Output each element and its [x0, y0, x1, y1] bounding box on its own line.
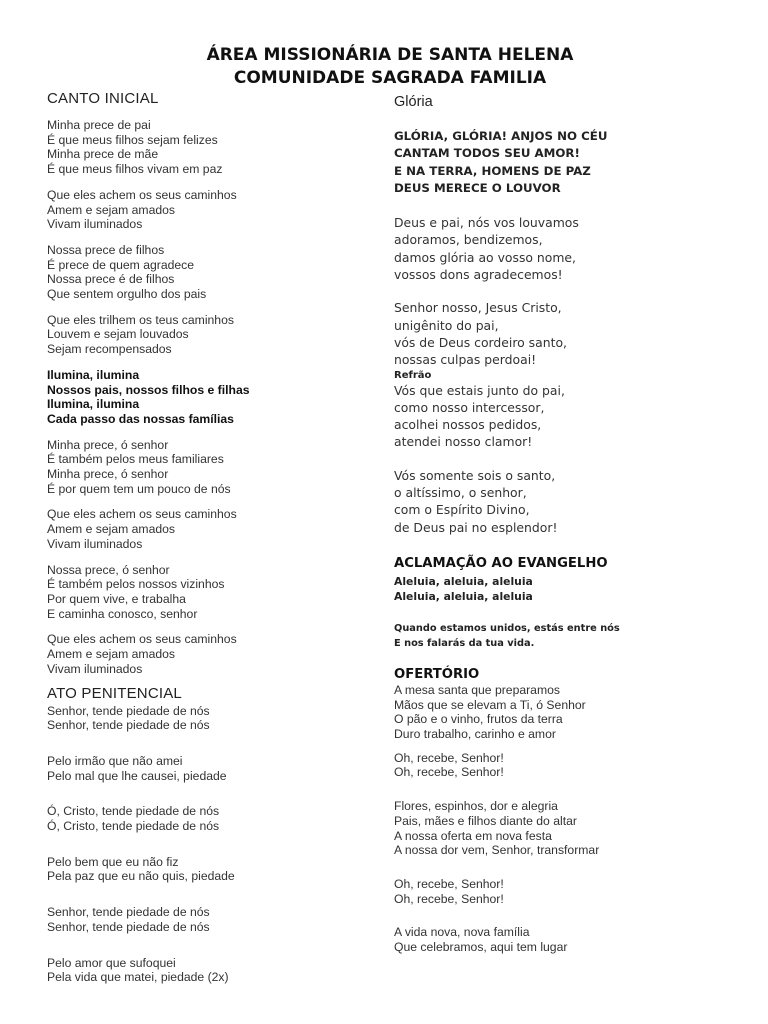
lyric-line: Minha prece de mãe	[47, 147, 159, 162]
lyric-line: Deus e pai, nós vos louvamos	[394, 215, 579, 231]
lyric-line: Flores, espinhos, dor e alegria	[394, 799, 558, 814]
refrain-line: Ilumina, ilumina	[47, 397, 140, 412]
lyric-line: nossas culpas perdoai!	[394, 352, 537, 368]
lyric-line: Amem e sejam amados	[47, 647, 176, 662]
lyric-line: damos glória ao vosso nome,	[394, 249, 576, 265]
lyric-line: Senhor nosso, Jesus Cristo,	[394, 300, 562, 316]
lyric-line: É também pelos nossos vizinhos	[47, 577, 225, 592]
lyric-line: Senhor, tende piedade de nós	[47, 703, 210, 718]
lyric-line: como nosso intercessor,	[394, 399, 545, 415]
canto-inicial-title: CANTO INICIAL	[47, 90, 159, 107]
lyric-line: É que meus filhos sejam felizes	[47, 132, 218, 147]
lyric-line: Minha prece de pai	[47, 118, 151, 132]
lyric-line: É também pelos meus familiares	[47, 452, 224, 467]
lyric-line: Oh, recebe, Senhor!	[394, 765, 504, 780]
lyric-line: adoramos, bendizemos,	[394, 232, 543, 248]
lyric-line: acolhei nossos pedidos,	[394, 417, 542, 433]
canto-stanza-2	[47, 188, 367, 232]
left-column	[47, 90, 367, 996]
lyric-line: O pão e o vinho, frutos da terra	[394, 712, 563, 727]
ofertorio-stanza-2	[394, 751, 754, 780]
lyric-line: Por quem vive, e trabalha	[47, 591, 186, 606]
gloria-title: Glória	[394, 94, 433, 110]
lyric-line: Senhor, tende piedade de nós	[47, 718, 210, 733]
lyric-line: de Deus pai no esplendor!	[394, 519, 558, 535]
canto-stanza-3	[47, 243, 367, 302]
lyric-line: com o Espírito Divino,	[394, 502, 530, 518]
lyric-line: Senhor, tende piedade de nós	[47, 919, 210, 934]
lyric-line: Senhor, tende piedade de nós	[47, 905, 210, 920]
canto-stanza-4	[47, 313, 367, 357]
lyric-line: Que celebramos, aqui tem lugar	[394, 940, 568, 955]
lyric-line: o altíssimo, o senhor,	[394, 485, 527, 501]
lyric-line: Oh, recebe, Senhor!	[394, 891, 504, 906]
canto-stanza-1	[47, 118, 367, 177]
lyric-line: Amem e sejam amados	[47, 202, 176, 217]
aclamacao-verse-line: Quando estamos unidos, estás entre nós	[394, 622, 620, 634]
ato-stanza-3	[47, 804, 367, 833]
header-line-2: COMUNIDADE SAGRADA FAMILIA	[233, 68, 547, 88]
gloria-refrain-line: CANTAM TODOS SEU AMOR!	[394, 146, 580, 161]
lyric-line: Mãos que se elevam a Ti, ó Senhor	[394, 697, 586, 712]
ato-stanza-4	[47, 855, 367, 884]
ofertorio-stanza-4	[394, 877, 754, 906]
lyric-line: Nossa prece é de filhos	[47, 272, 175, 287]
lyric-line: Pelo bem que eu não fiz	[47, 854, 179, 869]
lyric-line: Que eles achem os seus caminhos	[47, 632, 237, 647]
right-column	[394, 90, 754, 966]
aclamacao-title: ACLAMAÇÃO AO EVANGELHO	[394, 555, 608, 571]
lyric-line: Oh, recebe, Senhor!	[394, 750, 504, 765]
ofertorio-stanza-3	[394, 799, 754, 858]
lyric-line: unigênito do pai,	[394, 317, 499, 333]
aclamacao-verse	[394, 621, 754, 652]
lyric-line: A nossa dor vem, Senhor, transformar	[394, 843, 600, 858]
lyric-line: Vivam iluminados	[47, 536, 143, 551]
canto-stanza-6	[47, 438, 367, 497]
lyric-line: E caminha conosco, senhor	[47, 606, 198, 621]
ato-stanza-5	[47, 905, 367, 934]
aclamacao-refrain	[394, 574, 754, 605]
aclamacao-refrain-line: Aleluia, aleluia, aleluia	[394, 574, 533, 588]
lyric-line: Amem e sejam amados	[47, 522, 176, 537]
refrain-line: Ilumina, ilumina	[47, 367, 140, 382]
lyric-line: Pelo amor que sufoquei	[47, 955, 176, 970]
ato-stanza-6	[47, 956, 367, 985]
canto-stanza-7	[47, 507, 367, 551]
lyric-line: Oh, recebe, Senhor!	[394, 876, 504, 891]
lyric-line: Nossa prece de filhos	[47, 242, 165, 257]
lyric-line: Vós somente sois o santo,	[394, 467, 556, 483]
gloria-refrain	[394, 128, 754, 197]
lyric-line: É por quem tem um pouco de nós	[47, 481, 231, 496]
lyric-line: vós de Deus cordeiro santo,	[394, 334, 567, 350]
refrain-line: Cada passo das nossas famílias	[47, 411, 234, 426]
lyric-line: Pelo irmão que não amei	[47, 753, 183, 768]
ofertorio-stanza-5	[394, 925, 754, 954]
lyric-line: A vida nova, nova família	[394, 925, 530, 940]
aclamacao-refrain-line: Aleluia, aleluia, aleluia	[394, 590, 533, 604]
lyric-line: Que eles trilhem os teus caminhos	[47, 312, 234, 327]
document-header	[0, 44, 768, 90]
lyric-line: Ó, Cristo, tende piedade de nós	[47, 804, 220, 819]
lyric-line: Pela paz que eu não quis, piedade	[47, 869, 235, 884]
lyric-line: Vós que estais junto do pai,	[394, 382, 565, 398]
lyric-line: Pela vida que matei, piedade (2x)	[47, 970, 229, 985]
lyric-line: vossos dons agradecemos!	[394, 267, 563, 283]
ofertorio-title: OFERTÓRIO	[394, 666, 480, 682]
gloria-stanza-2	[394, 299, 754, 368]
refrao-label: Refrão	[394, 369, 432, 381]
canto-stanza-8	[47, 563, 367, 622]
lyric-line: atendei nosso clamor!	[394, 434, 533, 450]
ato-stanza-2	[47, 754, 367, 783]
gloria-refrain-line: GLÓRIA, GLÓRIA! ANJOS NO CÉU	[394, 129, 608, 143]
lyric-line: Vivam iluminados	[47, 217, 143, 232]
gloria-stanza-4	[394, 467, 754, 536]
lyric-line: Louvem e sejam louvados	[47, 327, 189, 342]
lyric-line: A nossa oferta em nova festa	[394, 828, 552, 843]
lyric-line: Sejam recompensados	[47, 342, 172, 357]
lyric-line: É que meus filhos vivam em paz	[47, 162, 223, 177]
lyric-line: É prece de quem agradece	[47, 257, 195, 272]
canto-stanza-9	[47, 632, 367, 676]
refrain-line: Nossos pais, nossos filhos e filhas	[47, 382, 250, 397]
gloria-stanza-3	[394, 382, 754, 451]
lyric-line: Minha prece, ó senhor	[47, 467, 169, 482]
lyric-line: Ó, Cristo, tende piedade de nós	[47, 819, 220, 834]
gloria-refrain-line: DEUS MERECE O LOUVOR	[394, 180, 561, 195]
aclamacao-verse-line: E nos falarás da tua vida.	[394, 638, 535, 650]
gloria-refrain-line: E NA TERRA, HOMENS DE PAZ	[394, 163, 591, 178]
lyric-line: Pelo mal que lhe causei, piedade	[47, 768, 227, 783]
lyric-line: Nossa prece, ó senhor	[47, 562, 170, 577]
lyric-line: Duro trabalho, carinho e amor	[394, 727, 556, 742]
lyric-line: Minha prece, ó senhor	[47, 437, 169, 452]
lyric-line: Que sentem orgulho dos pais	[47, 287, 207, 302]
gloria-stanza-1	[394, 214, 754, 283]
lyric-line: Vivam iluminados	[47, 661, 143, 676]
lyric-line: Pais, mães e filhos diante do altar	[394, 813, 577, 828]
ato-stanza-1	[47, 704, 367, 733]
header-line-1: ÁREA MISSIONÁRIA DE SANTA HELENA	[206, 45, 574, 65]
ofertorio-stanza-1	[394, 683, 754, 742]
lyric-line: Que eles achem os seus caminhos	[47, 507, 237, 522]
canto-refrain	[47, 368, 367, 427]
lyric-line: Que eles achem os seus caminhos	[47, 187, 237, 202]
lyric-line: A mesa santa que preparamos	[394, 682, 560, 697]
ato-penitencial-title: ATO PENITENCIAL	[47, 684, 182, 702]
